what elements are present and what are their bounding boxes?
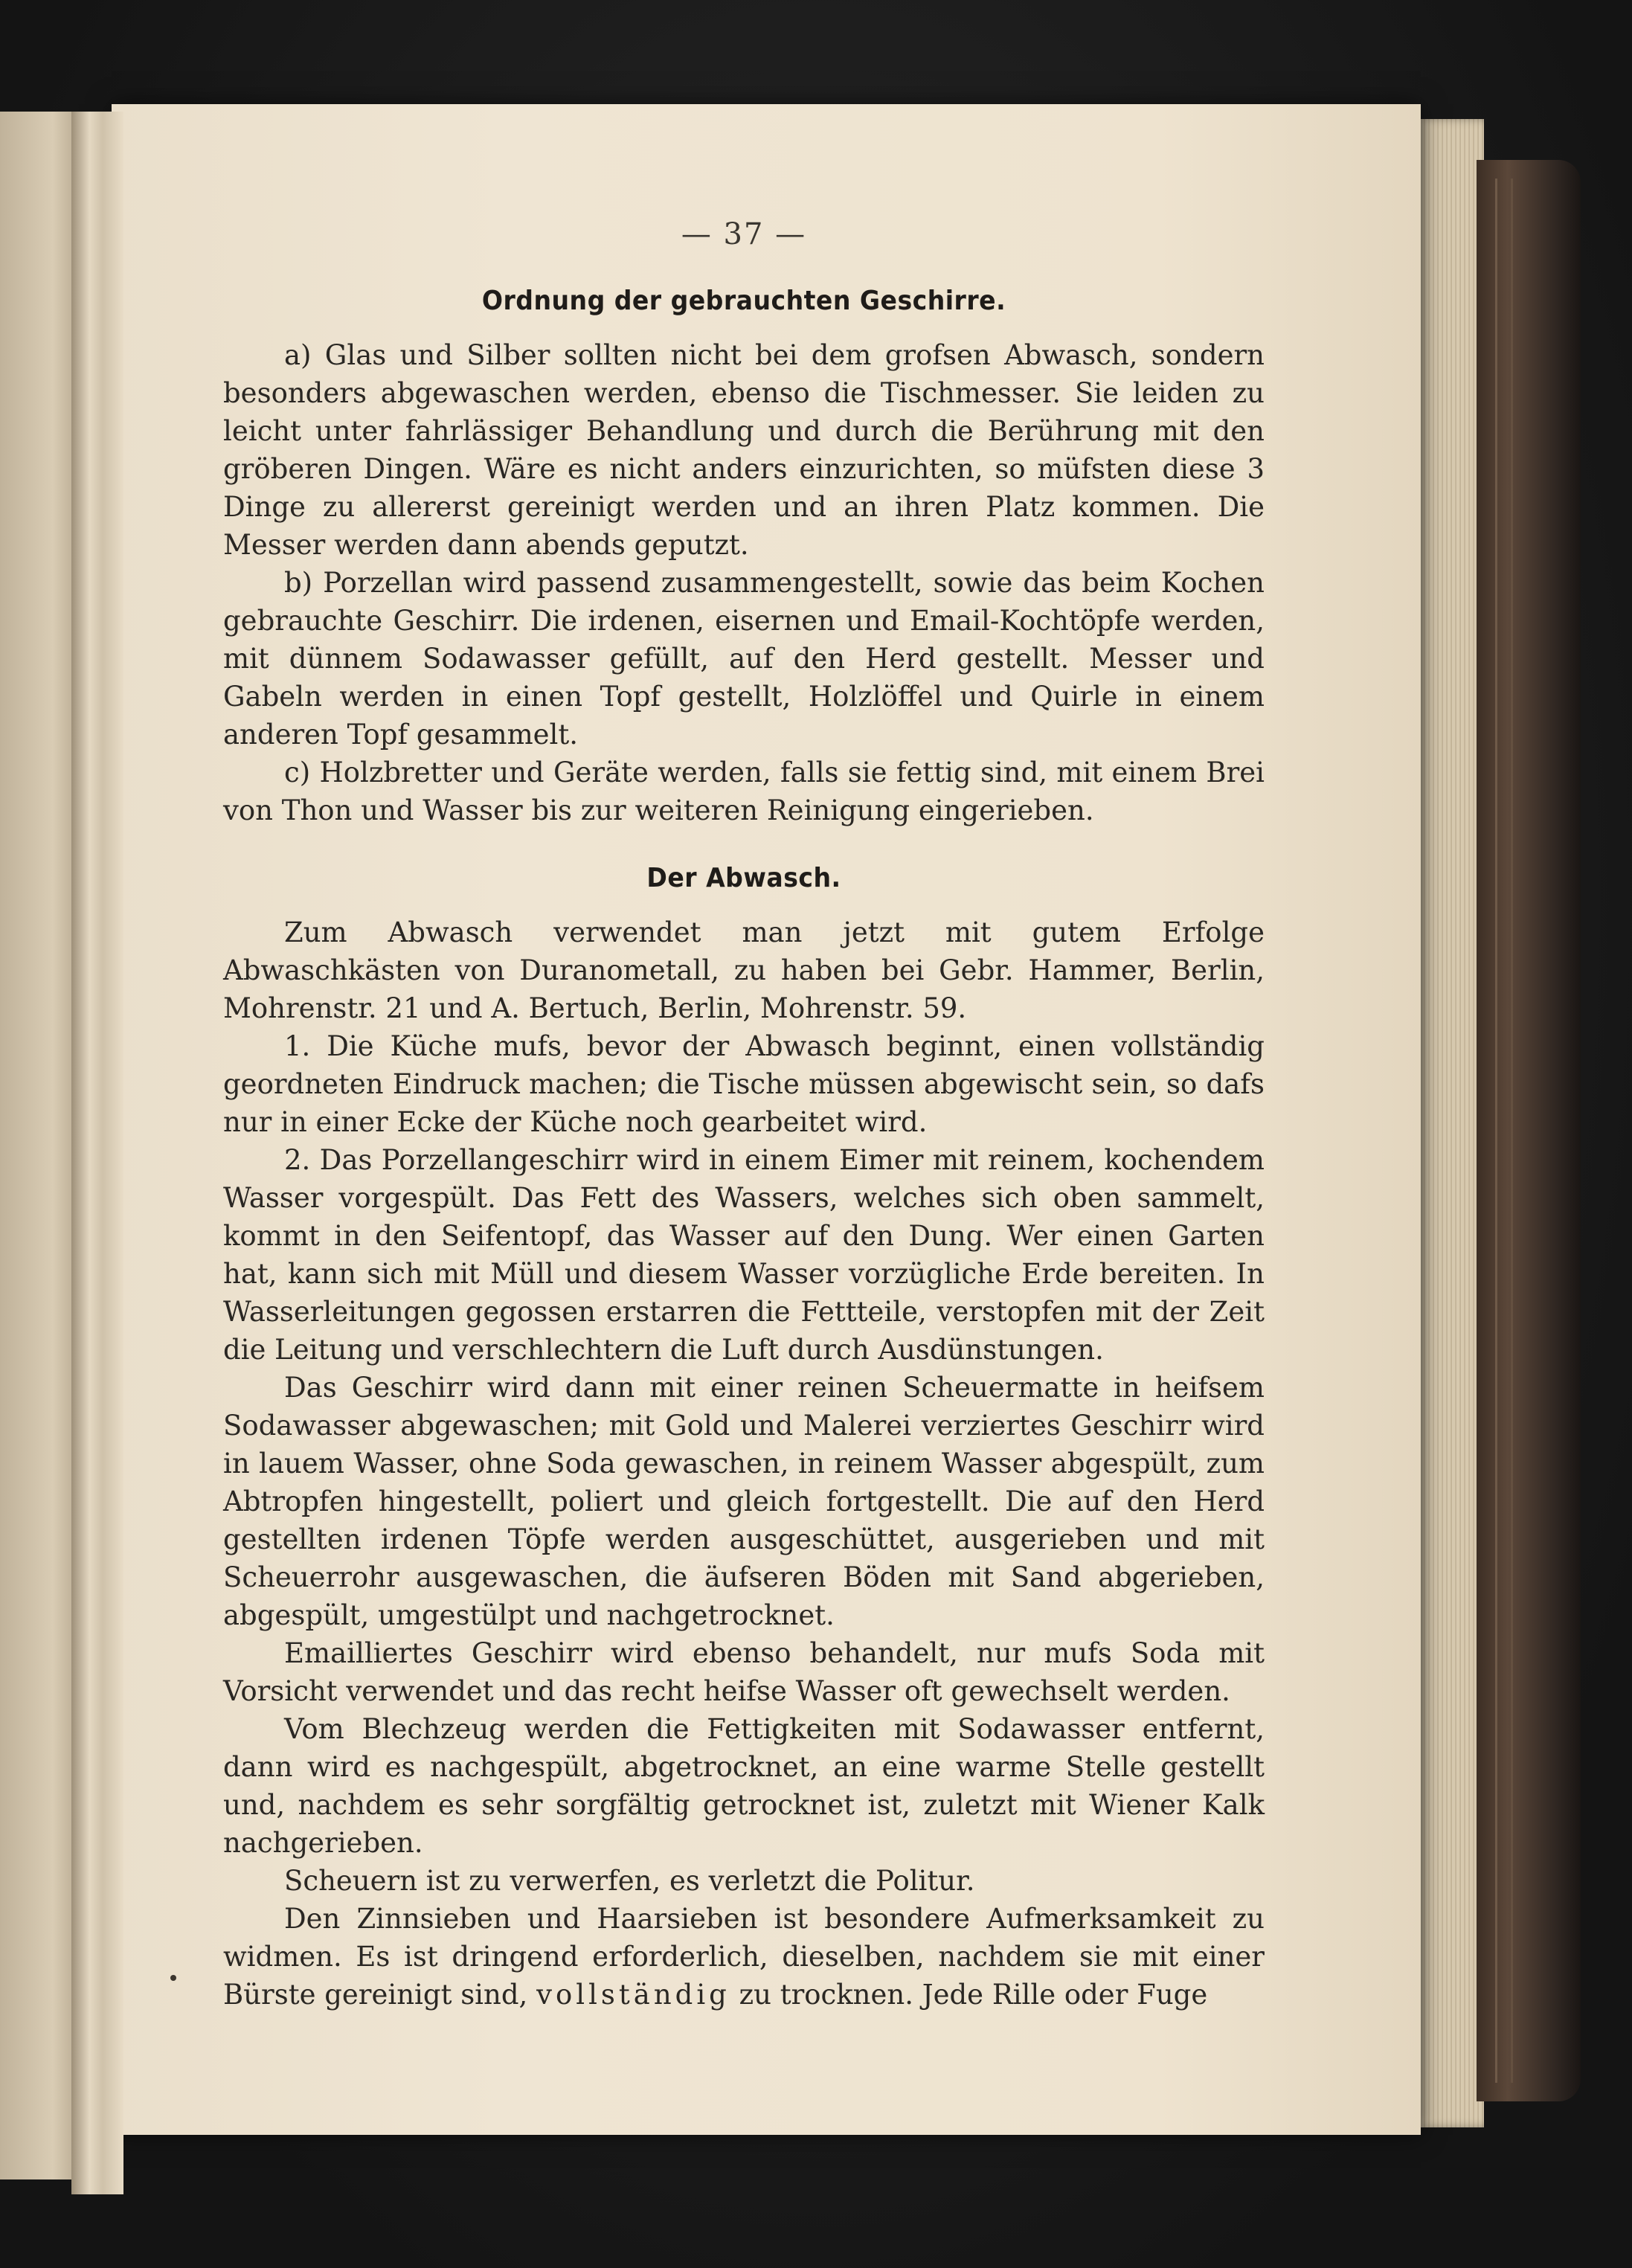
page-edges-stack — [1417, 119, 1484, 2127]
ink-speck — [170, 1975, 176, 1981]
emphasized-word: vollständig — [536, 1979, 730, 2011]
paragraph: a) Glas und Silber sollten nicht bei dem grofsen Abwasch, sondern besonders abgewaschen werden, ebenso die Tischmesser. Sie leiden zu leicht unter fahrlässiger Behandlung und durch die Berührung mit den gröberen Dingen. Wäre es nicht anders einzurichten, so müfsten diese 3 Dinge zu allererst gereinigt werden und an ihren Platz kommen. Die Messer werden dann abends geputzt. — [223, 339, 1265, 561]
page-gutter — [71, 112, 123, 2194]
paragraph: b) Porzellan wird passend zusammengestellt, sowie das beim Kochen gebrauchte Geschirr. Die irdenen, eisernen und Email-Kochtöpfe werden, mit dünnem Sodawasser gefüllt, auf den Herd gestellt. Messer und Gabeln werden in einen Topf gestellt, Holzlöffel und Quirle in einem anderen Topf gesammelt. — [223, 567, 1265, 751]
paragraph: Scheuern ist zu verwerfen, es verletzt die Politur. — [284, 1865, 975, 1897]
paragraph: 2. Das Porzellangeschirr wird in einem Eimer mit reinem, kochendem Wasser vorgespült. Das Fett des Wassers, welches sich oben sammelt, kommt in den Seifentopf, das Wasser auf den Dung. Wer einen Garten hat, kann sich mit Müll und diesem Wasser vorzügliche Erde bereiten. In Wasserleitungen gegossen erstarren die Fettteile, verstopfen mit der Zeit die Leitung und verschlechtern die Luft durch Ausdünstungen. — [223, 1144, 1265, 1366]
text-run: zu trocknen. Jede Rille oder Fuge — [739, 1979, 1208, 2011]
paragraph: Das Geschirr wird dann mit einer reinen Scheuermatte in heifsem Sodawasser abgewaschen; mit Gold und Malerei verziertes Geschirr wird in lauem Wasser, ohne Soda gewaschen, in reinem Wasser abgespült, zum Abtropfen hingestellt, poliert und gleich fortgestellt. Die auf den Herd gestellten irdenen Töpfe werden ausgeschüttet, ausgerieben und mit Scheuerrohr ausgewaschen, die äufseren Böden mit Sand abgerieben, abgespült, umgestülpt und nachgetrocknet. — [223, 1372, 1265, 1631]
left-page-edge — [0, 112, 82, 2179]
text-run: Den Zinnsieben und Haarsieben ist besondere Aufmerksamkeit zu widmen. Es ist dringend erforderlich, dieselben, nachdem sie mit einer Bürste gereinigt sind, — [223, 1903, 1265, 2011]
section-heading-ordnung: Ordnung der gebrauchten Geschirre. — [481, 286, 1006, 316]
paragraph: c) Holzbretter und Geräte werden, falls sie fettig sind, mit einem Brei von Thon und Wasser bis zur weiteren Reinigung eingerieben. — [223, 756, 1265, 826]
cover-spine-lines — [1495, 179, 1513, 2083]
paragraph: 1. Die Küche mufs, bevor der Abwasch beginnt, einen vollständig geordneten Eindruck machen; die Tische müssen abgewischt sein, so dafs nur in einer Ecke der Küche noch gearbeitet wird. — [223, 1030, 1265, 1138]
page-number: — 37 — — [681, 217, 807, 251]
paragraph: Vom Blechzeug werden die Fettigkeiten mit Sodawasser entfernt, dann wird es nachgespült, abgetrocknet, an eine warme Stelle gestellt und, nachdem es sehr sorgfältig getrocknet ist, zuletzt mit Wiener Kalk nachgerieben. — [223, 1713, 1265, 1859]
paragraph: Emailliertes Geschirr wird ebenso behandelt, nur mufs Soda mit Vorsicht verwendet und das recht heifse Wasser oft gewechselt werden. — [223, 1637, 1265, 1707]
section-heading-abwasch: Der Abwasch. — [646, 863, 841, 893]
page-text — [223, 216, 1265, 2014]
book-cover-right — [1477, 160, 1581, 2101]
paragraph-last — [223, 1900, 1265, 2014]
paragraph: Zum Abwasch verwendet man jetzt mit gutem Erfolge Abwaschkästen von Duranometall, zu haben bei Gebr. Hammer, Berlin, Mohrenstr. 21 und A. Bertuch, Berlin, Mohrenstr. 59. — [223, 916, 1265, 1024]
